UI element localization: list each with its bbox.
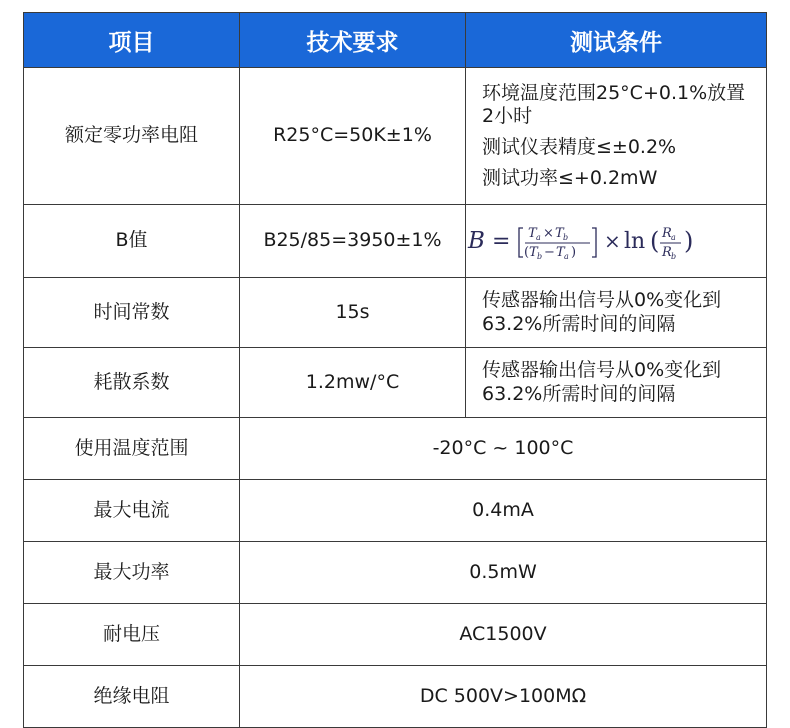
svg-text:T: T — [528, 226, 537, 241]
note-line: 传感器输出信号从0%变化到 — [482, 288, 722, 311]
spec-table — [23, 12, 767, 728]
header-test-condition: 测试条件 — [466, 13, 767, 68]
svg-text:a: a — [536, 233, 541, 242]
item-cell: 耐电压 — [24, 604, 240, 666]
svg-text:b: b — [671, 252, 677, 261]
header-item: 项目 — [24, 13, 240, 68]
svg-text:R: R — [662, 245, 672, 260]
item-cell: 时间常数 — [24, 278, 240, 348]
note-line: 63.2%所需时间的间隔 — [482, 382, 676, 405]
svg-text:×: × — [604, 229, 621, 253]
table-row — [24, 68, 767, 205]
table-row — [24, 205, 767, 278]
svg-text:a: a — [564, 252, 569, 261]
requirement-cell: 1.2mw/°C — [240, 348, 466, 418]
table-row — [24, 480, 767, 542]
requirement-cell: 15s — [240, 278, 466, 348]
note-line: 2小时 — [482, 105, 533, 128]
svg-text:ln: ln — [624, 229, 646, 254]
note-line: 测试功率≤+0.2mW — [482, 166, 658, 189]
note-line: 测试仪表精度≤±0.2% — [482, 136, 677, 158]
svg-text:(: ( — [650, 227, 660, 255]
value-cell: 0.4mA — [240, 480, 767, 542]
svg-text:−: − — [544, 245, 555, 260]
value-cell: DC 500V>100MΩ — [240, 666, 767, 728]
table-row — [24, 542, 767, 604]
item-cell: 使用温度范围 — [24, 418, 240, 480]
requirement-cell: R25°C=50K±1% — [240, 68, 466, 205]
value-cell: 0.5mW — [240, 542, 767, 604]
table-row — [24, 348, 767, 418]
table-row — [24, 278, 767, 348]
svg-text:a: a — [671, 233, 676, 242]
svg-text:=: = — [492, 229, 511, 254]
svg-text:): ) — [571, 245, 577, 260]
item-cell: 最大电流 — [24, 480, 240, 542]
value-cell: AC1500V — [240, 604, 767, 666]
formula-image — [466, 216, 711, 266]
svg-text:T: T — [556, 245, 565, 260]
svg-text:B: B — [468, 228, 485, 254]
b-value-formula — [466, 205, 767, 278]
note-line: 63.2%所需时间的间隔 — [482, 312, 676, 335]
svg-text:): ) — [684, 227, 694, 255]
item-cell: B值 — [24, 205, 240, 278]
svg-text:T: T — [529, 245, 538, 260]
item-cell: 绝缘电阻 — [24, 666, 240, 728]
svg-text:×: × — [543, 226, 554, 241]
header-requirement: 技术要求 — [240, 13, 466, 68]
svg-text:b: b — [563, 233, 569, 242]
svg-text:R: R — [662, 226, 672, 241]
test-condition-cell — [466, 278, 767, 348]
item-cell: 额定零功率电阻 — [24, 68, 240, 205]
table-row — [24, 604, 767, 666]
item-cell: 耗散系数 — [24, 348, 240, 418]
svg-text:b: b — [537, 252, 543, 261]
requirement-cell: B25/85=3950±1% — [240, 205, 466, 278]
test-condition-cell — [466, 68, 767, 205]
svg-text:T: T — [555, 226, 564, 241]
table-row — [24, 418, 767, 480]
note-line: 环境温度范围25°C+0.1%放置 — [482, 81, 746, 104]
value-cell: -20°C ~ 100°C — [240, 418, 767, 480]
note-line: 传感器输出信号从0%变化到 — [482, 358, 722, 381]
item-cell: 最大功率 — [24, 542, 240, 604]
table-row — [24, 666, 767, 728]
svg-text:(: ( — [524, 245, 530, 260]
header-row — [24, 13, 767, 68]
test-condition-cell — [466, 348, 767, 418]
